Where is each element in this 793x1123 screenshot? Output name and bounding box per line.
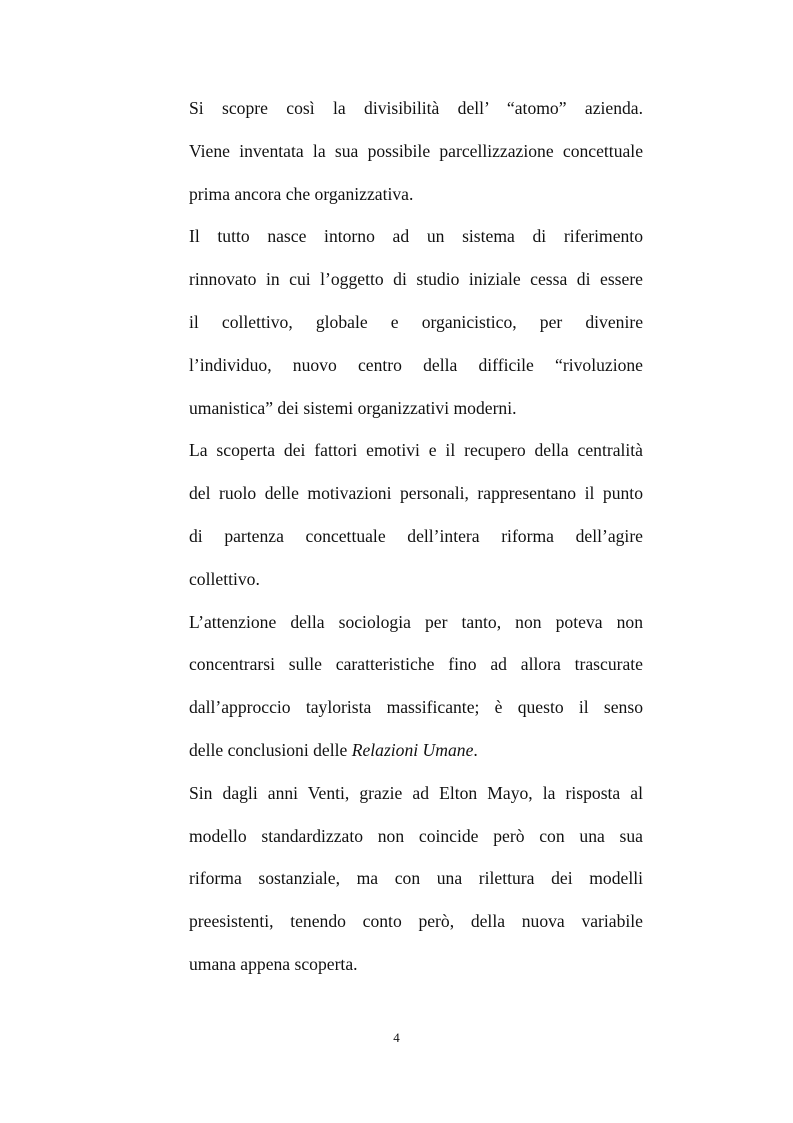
text-line: modello standardizzato non coincide però con una sua xyxy=(189,825,643,846)
text-line: umana appena scoperta. xyxy=(189,953,358,974)
text-line: concentrarsi sulle caratteristiche fino ad allora trascurate xyxy=(189,654,643,675)
text-line: di partenza concettuale dell’intera riforma dell’agire xyxy=(189,525,643,546)
italic-title: Relazioni Umane xyxy=(351,739,474,760)
text-line: Si scopre così la divisibilità dell’ “atomo” azienda. xyxy=(189,98,643,118)
page-number: 4 xyxy=(393,1030,400,1045)
text-line xyxy=(189,729,643,772)
text-line: del ruolo delle motivazioni personali, rappresentano il punto xyxy=(189,483,643,504)
text-line: l’individuo, nuovo centro della difficile “rivoluzione xyxy=(189,354,643,375)
text-line: Viene inventata la sua possibile parcellizzazione concettuale xyxy=(189,140,643,161)
text-line: Sin dagli anni Venti, grazie ad Elton Mayo, la risposta al xyxy=(189,782,643,803)
text-line: rinnovato in cui l’oggetto di studio iniziale cessa di essere xyxy=(189,269,643,290)
text-segment: . xyxy=(473,739,478,760)
text-line: riforma sostanziale, ma con una rilettura dei modelli xyxy=(189,868,643,889)
text-line: Il tutto nasce intorno ad un sistema di riferimento xyxy=(189,226,643,247)
text-line: dall’approccio taylorista massificante; è questo il senso xyxy=(189,697,643,718)
text-segment: delle conclusioni delle xyxy=(189,739,352,760)
text-line: il collettivo, globale e organicistico, per divenire xyxy=(189,311,643,332)
text-line: La scoperta dei fattori emotivi e il recupero della centralità xyxy=(189,440,643,461)
text-line: L’attenzione della sociologia per tanto, non poteva non xyxy=(189,611,643,632)
text-line: preesistenti, tenendo conto però, della nuova variabile xyxy=(189,911,643,932)
body-text xyxy=(189,87,643,986)
text-line: prima ancora che organizzativa. xyxy=(189,183,414,204)
text-line: umanistica” dei sistemi organizzativi moderni. xyxy=(189,397,517,418)
text-line: collettivo. xyxy=(189,568,260,589)
